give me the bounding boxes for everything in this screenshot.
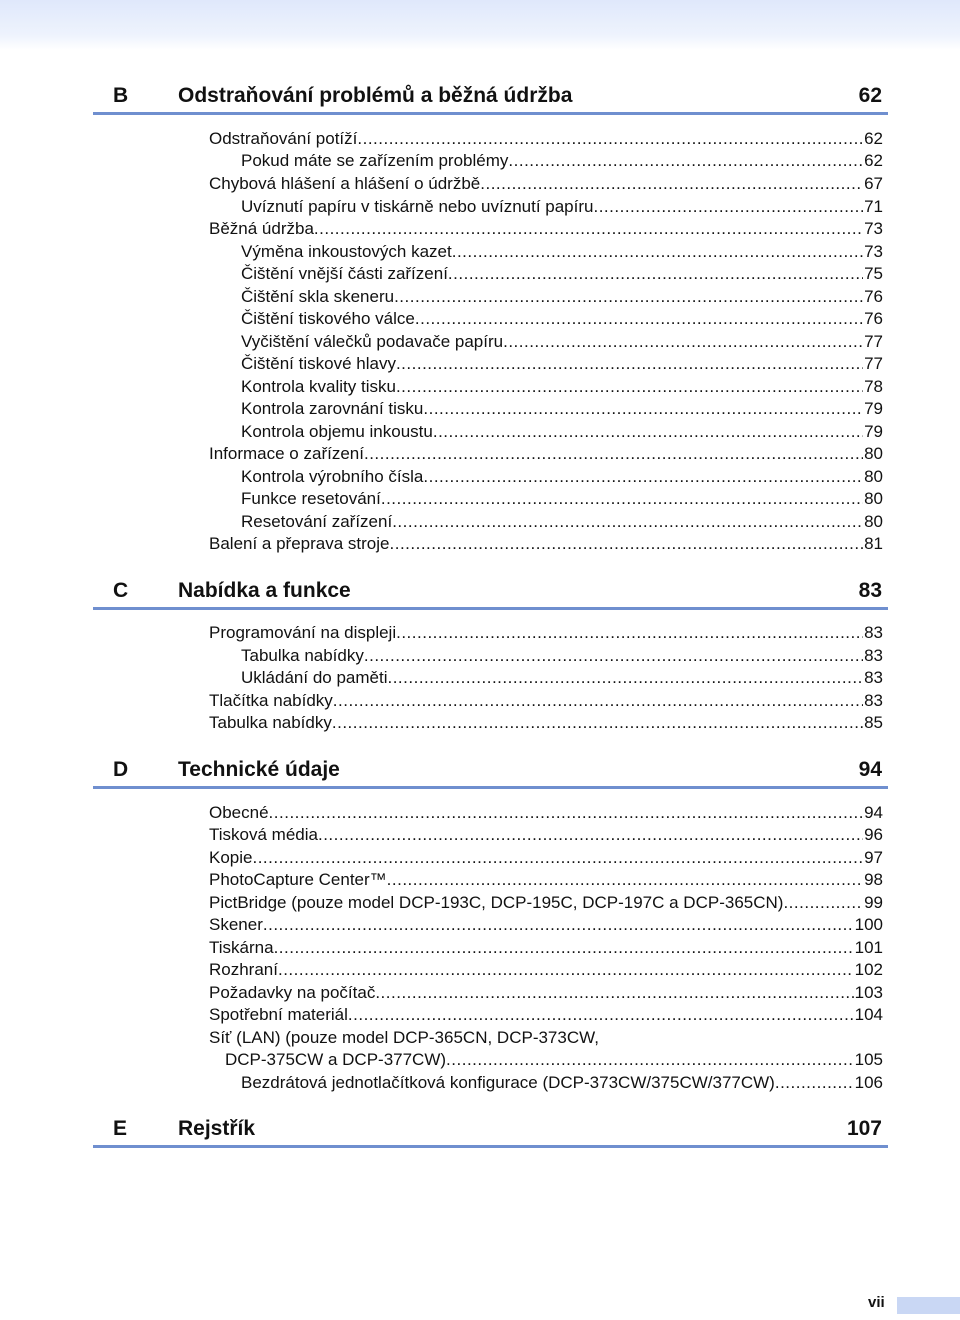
toc-entry-page: 83 (864, 646, 883, 665)
toc-entry[interactable] (209, 869, 883, 891)
leader-dots (415, 308, 863, 330)
toc-entry-page: 83 (864, 668, 883, 687)
toc-entry-title: PhotoCapture Center™ (209, 870, 387, 889)
toc-entry-page: 77 (864, 332, 883, 351)
toc-entry[interactable] (241, 511, 883, 533)
toc-entry[interactable] (241, 331, 883, 353)
leader-dots (333, 690, 863, 712)
toc-entry[interactable] (209, 824, 883, 846)
toc-entry-title: Čištění tiskové hlavy (241, 354, 396, 373)
toc-entry-title-line[interactable]: Síť (LAN) (pouze model DCP-365CN, DCP-373CW, (209, 1028, 599, 1047)
toc-entry-title: Pokud máte se zařízením problémy (241, 151, 509, 170)
toc-entry-title: Informace o zařízení (209, 444, 364, 463)
leader-dots (381, 488, 863, 510)
toc-entry-page: 81 (864, 534, 883, 553)
chapter-letter: D (113, 758, 129, 781)
toc-entry-page: 73 (864, 242, 883, 261)
toc-entry-page: 80 (864, 512, 883, 531)
toc-entry-page: 94 (864, 803, 883, 822)
toc-entry[interactable] (241, 308, 883, 330)
toc-entry[interactable] (209, 1004, 883, 1026)
toc-entry-page: 76 (864, 287, 883, 306)
toc-entry[interactable] (209, 712, 883, 734)
toc-entry-title: Uvíznutí papíru v tiskárně nebo uvíznutí papíru (241, 197, 594, 216)
chapter-title: Technické údaje (178, 758, 340, 781)
toc-entry[interactable] (241, 645, 883, 667)
toc-entry[interactable] (209, 937, 883, 959)
toc-entry-page: 80 (864, 489, 883, 508)
leader-dots (783, 892, 863, 914)
toc-entry-page: 105 (854, 1050, 883, 1069)
toc-entry-title: Rozhraní (209, 960, 278, 979)
leader-dots (357, 128, 863, 150)
toc-entry-page: 106 (854, 1073, 883, 1092)
toc-entry-title: Požadavky na počítač (209, 983, 376, 1002)
toc-entry-title: Tabulka nabídky (241, 646, 364, 665)
toc-entry-title: Balení a přeprava stroje (209, 534, 390, 553)
toc-entry-page: 73 (864, 219, 883, 238)
leader-dots (263, 914, 854, 936)
toc-entry[interactable] (209, 914, 883, 936)
toc-entry[interactable] (241, 150, 883, 172)
leader-dots (332, 712, 863, 734)
leader-dots (396, 622, 863, 644)
toc-entry-page: 67 (864, 174, 883, 193)
toc-entry[interactable] (209, 218, 883, 240)
header-band (0, 0, 960, 50)
chapter-title: Odstraňování problémů a běžná údržba (178, 84, 573, 107)
chapter-letter: C (113, 579, 129, 602)
chapter-page: 107 (846, 1117, 882, 1140)
toc-entry-page: 104 (854, 1005, 883, 1024)
leader-dots (503, 331, 863, 353)
toc-entry[interactable] (225, 1049, 883, 1071)
toc-entry-page: 98 (864, 870, 883, 889)
toc-entry-page: 80 (864, 467, 883, 486)
toc-entry-page: 71 (864, 197, 883, 216)
chapter-heading-e (93, 1113, 888, 1148)
toc-entry-page: 103 (854, 983, 883, 1002)
toc-entry-page: 62 (864, 129, 883, 148)
chapter-letter: B (113, 84, 129, 107)
leader-dots (252, 847, 863, 869)
leader-dots (508, 150, 863, 172)
toc-entry-title: PictBridge (pouze model DCP-193C, DCP-195C, DCP-197C a DCP-365CN) (209, 893, 784, 912)
toc-entry-title: Běžná údržba (209, 219, 314, 238)
toc-entry-title: Obecné (209, 803, 269, 822)
toc-entry[interactable] (241, 241, 883, 263)
leader-dots (452, 241, 863, 263)
leader-dots (446, 1049, 854, 1071)
chapter-page: 62 (858, 84, 882, 107)
leader-dots (394, 286, 863, 308)
leader-dots (423, 466, 863, 488)
chapter-page: 94 (858, 758, 882, 781)
toc-entry-title: Ukládání do paměti (241, 668, 388, 687)
toc-entry-title: Odstraňování potíží (209, 129, 358, 148)
toc-entry-page: 102 (854, 960, 883, 979)
toc-entry[interactable] (241, 263, 883, 285)
leader-dots (348, 1004, 854, 1026)
toc-entry-page: 101 (854, 938, 883, 957)
toc-entry[interactable] (209, 847, 883, 869)
toc-entry-title: Chybová hlášení a hlášení o údržbě (209, 174, 481, 193)
toc-entry-title: Skener (209, 915, 263, 934)
toc-entry-title: Funkce resetování (241, 489, 381, 508)
leader-dots (269, 802, 864, 824)
toc-entry-page: 79 (864, 422, 883, 441)
toc-entry[interactable] (241, 196, 883, 218)
toc-entry[interactable] (209, 533, 883, 555)
chapter-page: 83 (858, 579, 882, 602)
leader-dots (433, 421, 863, 443)
leader-dots (375, 982, 853, 1004)
toc-entry[interactable] (209, 173, 883, 195)
toc-entry-title: Čištění tiskového válce (241, 309, 415, 328)
leader-dots (448, 263, 863, 285)
toc-entry-title: Čištění vnější části zařízení (241, 264, 448, 283)
toc-entry-page: 100 (854, 915, 883, 934)
toc-entry-title: Bezdrátová jednotlačítková konfigurace (DCP-373CW/375CW/377CW) (241, 1073, 775, 1092)
toc-entry[interactable] (209, 982, 883, 1004)
leader-dots (364, 443, 863, 465)
footer-bar (897, 1297, 960, 1314)
toc-entry-title: Spotřební materiál (209, 1005, 348, 1024)
leader-dots (480, 173, 863, 195)
toc-entry-title: Vyčištění válečků podavače papíru (241, 332, 504, 351)
toc-entry-page: 85 (864, 713, 883, 732)
toc-entry-page: 79 (864, 399, 883, 418)
toc-entry-page: 75 (864, 264, 883, 283)
chapter-title: Rejstřík (178, 1117, 256, 1140)
toc-entry-page: 78 (864, 377, 883, 396)
toc-entry-page: 77 (864, 354, 883, 373)
toc-entry[interactable] (241, 466, 883, 488)
toc-entry-title: Výměna inkoustových kazet (241, 242, 452, 261)
leader-dots (364, 645, 863, 667)
toc-entry-title: Tiskárna (209, 938, 274, 957)
footer-page-number: vii (868, 1294, 885, 1311)
leader-dots (390, 533, 864, 555)
toc-entry-title: Resetování zařízení (241, 512, 393, 531)
leader-dots (396, 353, 863, 375)
chapter-heading-b (93, 80, 888, 115)
toc-entry[interactable] (209, 443, 883, 465)
toc-entry-title: Programování na displeji (209, 623, 397, 642)
toc-entry[interactable] (209, 622, 883, 644)
toc-entry-page: 99 (864, 893, 883, 912)
toc-entry[interactable] (209, 892, 883, 914)
toc-entry[interactable] (241, 376, 883, 398)
leader-dots (318, 824, 863, 846)
toc-entry-page: 83 (864, 623, 883, 642)
toc-entry[interactable] (209, 128, 883, 150)
toc-entry-title: Čištění skla skeneru (241, 287, 395, 306)
leader-dots (392, 511, 863, 533)
toc-entry[interactable] (241, 421, 883, 443)
toc-entry-page: 96 (864, 825, 883, 844)
leader-dots (423, 398, 863, 420)
toc-entry-title: Tisková média (209, 825, 318, 844)
leader-dots (775, 1072, 854, 1094)
toc-entry[interactable] (209, 959, 883, 981)
toc-entry-page: 80 (864, 444, 883, 463)
toc-entry-page: 97 (864, 848, 883, 867)
chapter-title: Nabídka a funkce (178, 579, 351, 602)
toc-entry[interactable] (241, 398, 883, 420)
toc-entry[interactable] (241, 1072, 883, 1094)
leader-dots (278, 959, 854, 981)
leader-dots (593, 196, 863, 218)
leader-dots (387, 667, 863, 689)
leader-dots (396, 376, 863, 398)
toc-entry[interactable] (241, 488, 883, 510)
toc-entry-title: Kontrola zarovnání tisku (241, 399, 424, 418)
toc-entry-page: 83 (864, 691, 883, 710)
chapter-heading-d (93, 754, 888, 789)
toc-entry-title: Kopie (209, 848, 253, 867)
toc-entry-page: 76 (864, 309, 883, 328)
toc-entry-title: Kontrola výrobního čísla (241, 467, 424, 486)
toc-entry[interactable] (209, 690, 883, 712)
leader-dots (387, 869, 863, 891)
leader-dots (314, 218, 863, 240)
toc-entry-title: DCP-375CW a DCP-377CW) (225, 1050, 447, 1069)
toc-entry-title: Kontrola kvality tisku (241, 377, 396, 396)
toc-entry[interactable] (241, 353, 883, 375)
toc-entry[interactable] (241, 667, 883, 689)
toc-entry-title: Kontrola objemu inkoustu (241, 422, 433, 441)
leader-dots (274, 937, 854, 959)
toc-entry-title: Tabulka nabídky (209, 713, 332, 732)
chapter-heading-c (93, 575, 888, 610)
toc-entry-page: 62 (864, 151, 883, 170)
toc-entry[interactable] (241, 286, 883, 308)
toc-entry[interactable] (209, 802, 883, 824)
toc-entry-title: Tlačítka nabídky (209, 691, 333, 710)
chapter-letter: E (113, 1117, 128, 1140)
